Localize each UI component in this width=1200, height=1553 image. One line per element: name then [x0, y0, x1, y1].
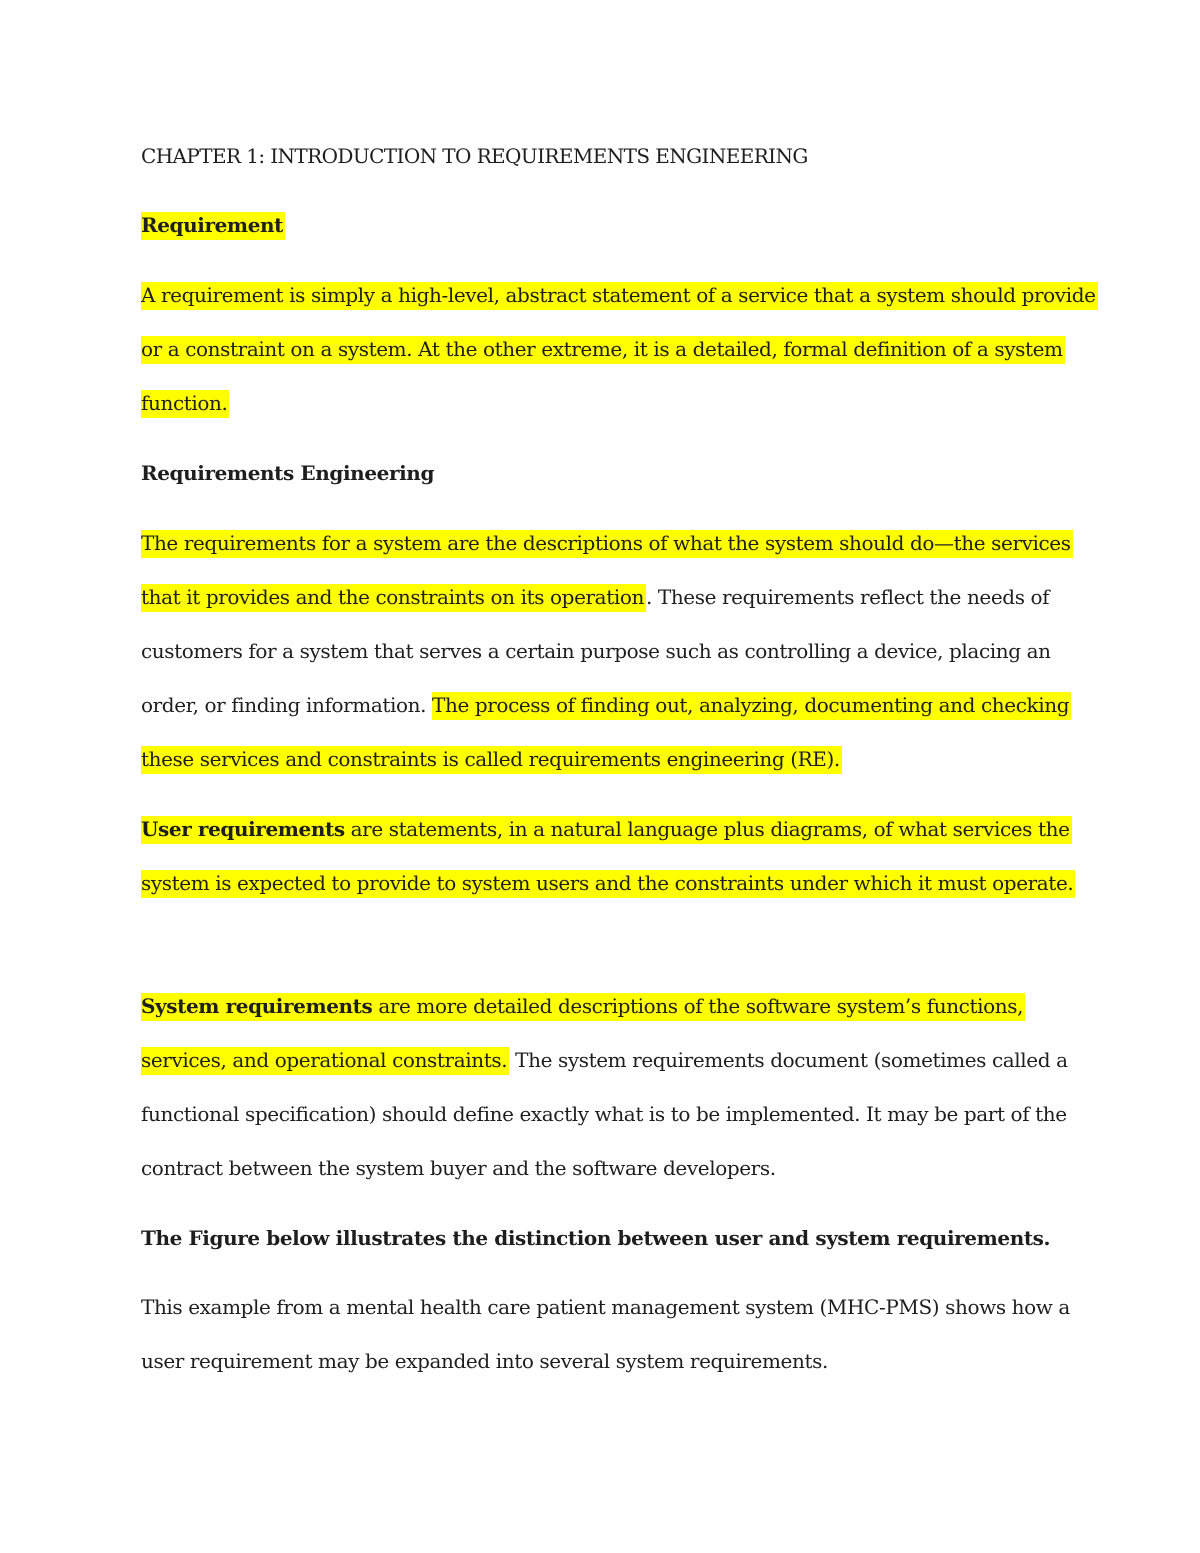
user-req-line-1: User requirements are statements, in a natural language plus diagrams, of what services the: [141, 815, 1072, 843]
system-req-line-4: contract between the system buyer and the software developers.: [141, 1156, 776, 1180]
system-req-line-3: functional specification) should define exactly what is to be implemented. It may be part of the: [141, 1102, 1067, 1126]
re-line-5: these services and constraints is called requirements engineering (RE).: [141, 745, 842, 773]
heading-requirement: Requirement: [141, 211, 285, 239]
system-req-line-2: services, and operational constraints. The system requirements document (sometimes called a: [141, 1046, 1068, 1074]
system-req-term: System requirements: [141, 994, 373, 1018]
requirement-line-1: A requirement is simply a high-level, abstract statement of a service that a system should provide: [141, 281, 1098, 309]
requirement-line-2: or a constraint on a system. At the other extreme, it is a detailed, formal definition of a system: [141, 335, 1065, 363]
heading-requirements-engineering: Requirements Engineering: [141, 461, 435, 485]
chapter-title: CHAPTER 1: INTRODUCTION TO REQUIREMENTS ENGINEERING: [141, 144, 808, 168]
system-req-line-1: System requirements are more detailed descriptions of the software system’s functions,: [141, 992, 1025, 1020]
user-req-term: User requirements: [141, 817, 345, 841]
requirement-line-3: function.: [141, 389, 229, 417]
figure-intro-line-2: user requirement may be expanded into several system requirements.: [141, 1349, 828, 1373]
figure-intro-heading: The Figure below illustrates the distinction between user and system requirements.: [141, 1226, 1051, 1250]
re-line-2: that it provides and the constraints on its operation . These requirements reflect the needs of: [141, 583, 1049, 611]
figure-intro-line-1: This example from a mental health care patient management system (MHC-PMS) shows how a: [141, 1295, 1070, 1319]
re-line-1: The requirements for a system are the descriptions of what the system should do—the services: [141, 529, 1073, 557]
re-line-4: order, or finding information. The process of finding out, analyzing, documenting and checking: [141, 691, 1071, 719]
re-line-3: customers for a system that serves a certain purpose such as controlling a device, placing an: [141, 639, 1051, 663]
user-req-line-2: system is expected to provide to system users and the constraints under which it must operate.: [141, 869, 1075, 897]
